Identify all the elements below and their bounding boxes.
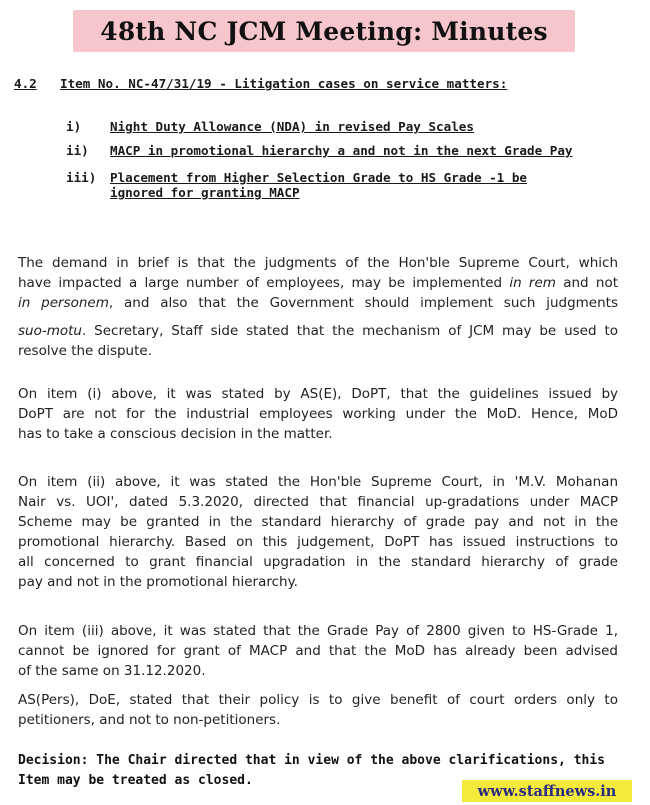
paragraph-line: Scheme may be granted in the standard hierarchy of grade pay and not in the	[18, 514, 618, 530]
italic-term: suo-motu	[18, 323, 82, 339]
paragraph-line: On item (iii) above, it was stated that the Grade Pay of 2800 given to HS-Grade 1,	[18, 623, 618, 639]
paragraph-line: On item (i) above, it was stated by AS(E), DoPT, that the guidelines issued by	[18, 386, 618, 402]
sub-item-ii	[66, 143, 573, 158]
paragraph-line: pay and not in the promotional hierarchy.	[18, 574, 298, 590]
paragraph-line: AS(Pers), DoE, stated that their policy is to give benefit of court orders only to	[18, 692, 618, 708]
sub-item-text: Night Duty Allowance (NDA) in revised Pay Scales	[110, 119, 474, 134]
section-number: 4.2	[14, 76, 37, 91]
paragraph-line: DoPT are not for the industrial employees working under the MoD. Hence, MoD	[18, 406, 618, 422]
paragraph-line: The demand in brief is that the judgments of the Hon'ble Supreme Court, which	[18, 255, 618, 271]
paragraph-line: promotional hierarchy. Based on this judgement, DoPT has issued instructions to	[18, 534, 618, 550]
paragraph-line	[18, 273, 618, 293]
paragraph-item-1	[18, 384, 618, 444]
paragraph-line: has to take a conscious decision in the matter.	[18, 426, 333, 442]
sub-item-i	[66, 119, 474, 134]
sub-item-numeral: ii)	[66, 143, 89, 158]
section-title: Item No. NC-47/31/19 - Litigation cases on service matters:	[60, 76, 508, 91]
paragraph-line: petitioners, and not to non-petitioners.	[18, 712, 281, 728]
italic-term: in personem	[18, 295, 109, 311]
text-run: and not	[555, 275, 618, 291]
paragraph-line	[18, 321, 618, 341]
text-run: , and also that the Government should implement such judgments	[108, 295, 618, 311]
title-banner	[73, 10, 575, 52]
decision-line: Decision: The Chair directed that in view of the above clarifications, this	[18, 753, 605, 768]
text-run: . Secretary, Staff side stated that the mechanism of JCM may be used to	[81, 323, 618, 339]
paragraph-item-3	[18, 621, 618, 681]
sub-item-text: Placement from Higher Selection Grade to HS Grade -1 be	[110, 170, 528, 185]
italic-term: in rem	[509, 275, 556, 291]
decision-line: Item may be treated as closed.	[18, 773, 253, 788]
paragraph-line: of the same on 31.12.2020.	[18, 663, 206, 679]
text-run: have impacted a large number of employees, may be implemented	[18, 275, 510, 291]
sub-item-numeral: iii)	[66, 170, 97, 185]
paragraph-item-2	[18, 472, 618, 592]
paragraph-line: cannot be ignored for grant of MACP and that the MoD has already been advised	[18, 643, 618, 659]
page-title: 48th NC JCM Meeting: Minutes	[100, 16, 548, 46]
section-heading	[14, 76, 507, 91]
sub-item-iii	[66, 170, 527, 200]
paragraph-line: Nair vs. UOI', dated 5.3.2020, directed that financial up-gradations under MACP	[18, 494, 618, 510]
sub-item-numeral: i)	[66, 119, 82, 134]
paragraph-line: all concerned to grant financial upgradation in the standard hierarchy of grade	[18, 554, 618, 570]
watermark-text: www.staffnews.in	[477, 782, 617, 800]
paragraph-pers	[18, 690, 618, 730]
watermark-badge	[462, 780, 632, 802]
paragraph-line: resolve the dispute.	[18, 343, 153, 359]
sub-item-text: MACP in promotional hierarchy a and not in the next Grade Pay	[110, 143, 573, 158]
paragraph-demand	[18, 253, 618, 361]
paragraph-line: On item (ii) above, it was stated the Hon'ble Supreme Court, in 'M.V. Mohanan	[18, 474, 618, 490]
paragraph-line	[18, 293, 618, 313]
sub-item-text-continued: ignored for granting MACP	[110, 185, 300, 200]
